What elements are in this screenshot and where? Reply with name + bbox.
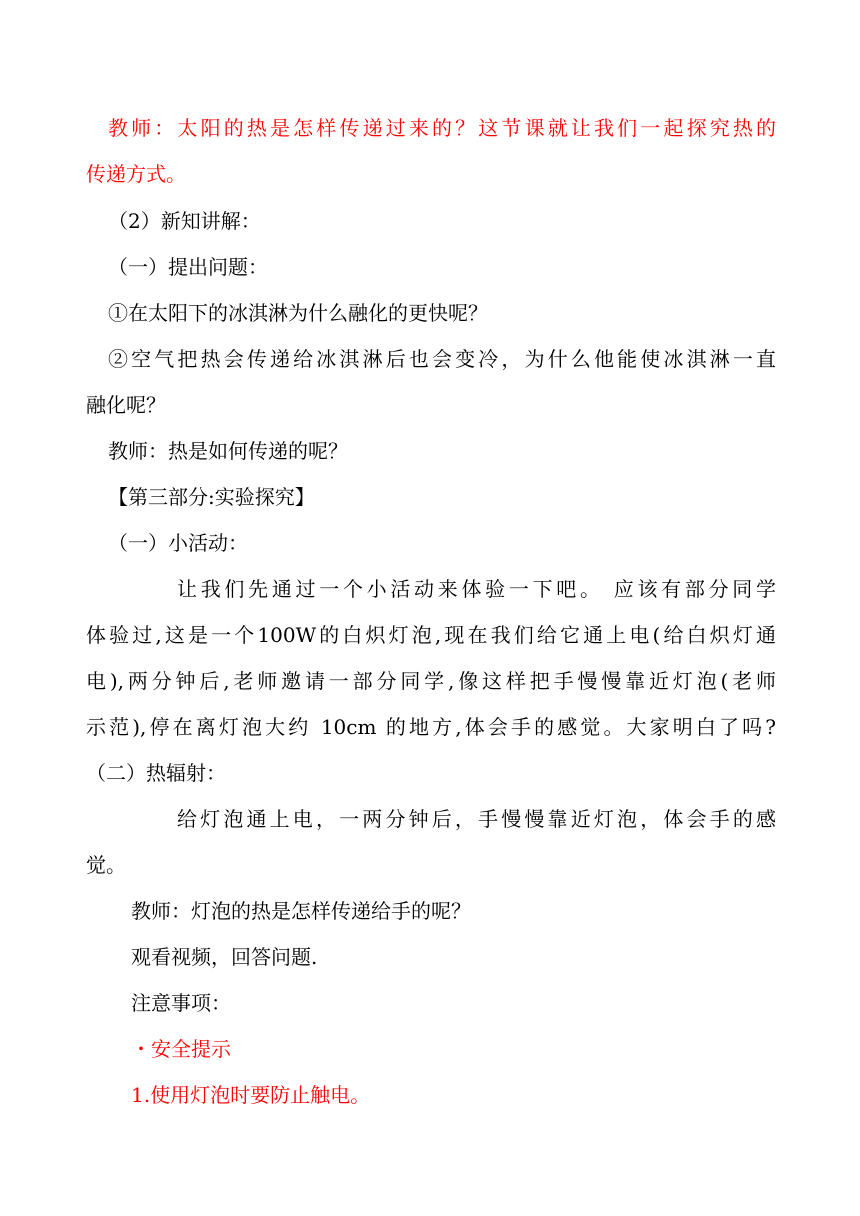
safety-tip-item-1: 1.使用灯泡时要防止触电。 [131,1083,371,1107]
section-new-knowledge: （2）新知讲解： [108,209,261,233]
question-one: ①在太阳下的冰淇淋为什么融化的更快呢？ [108,301,488,325]
safety-tip-heading: ・安全提示 [131,1037,231,1061]
teacher-bulb-question: 教师：灯泡的热是怎样传递给手的呢？ [131,899,471,923]
radiation-paragraph-line-1: 给灯泡通上电，一两分钟后，手慢慢靠近灯泡，体会手的感 [177,807,776,831]
heading-raise-question: （一）提出问题： [108,255,268,279]
activity-paragraph-line-3: 电),两分钟后,老师邀请一部分同学,像这样把手慢慢靠近灯泡(老师 [86,669,776,693]
radiation-paragraph-line-2: 觉。 [86,853,126,877]
question-two-line-2: 融化呢？ [86,393,166,417]
question-two-line-1: ②空气把热会传递给冰淇淋后也会变冷，为什么他能使冰淇淋一直 [108,347,776,371]
activity-paragraph-line-1: 让我们先通过一个小活动来体验一下吧。 应该有部分同学 [177,577,776,601]
heading-small-activity: （一）小活动： [108,531,248,555]
activity-paragraph-line-4: 示范),停在离灯泡大约 10cm 的地方,体会手的感觉。大家明白了吗? [86,715,776,739]
notes-heading: 注意事项： [131,991,231,1015]
teacher-heat-question: 教师：热是如何传递的呢？ [108,439,348,463]
part-three-heading: 【第三部分:实验探究】 [108,485,315,509]
teacher-question-line-2: 传递方式。 [86,162,186,186]
activity-paragraph-line-2: 体验过,这是一个100W的白炽灯泡,现在我们给它通上电(给白炽灯通 [86,623,776,647]
watch-video-instruction: 观看视频，回答问题. [131,945,318,969]
teacher-question-line-1: 教师：太阳的热是怎样传递过来的？这节课就让我们一起探究热的 [108,116,776,140]
heading-heat-radiation: （二）热辐射： [86,761,226,785]
